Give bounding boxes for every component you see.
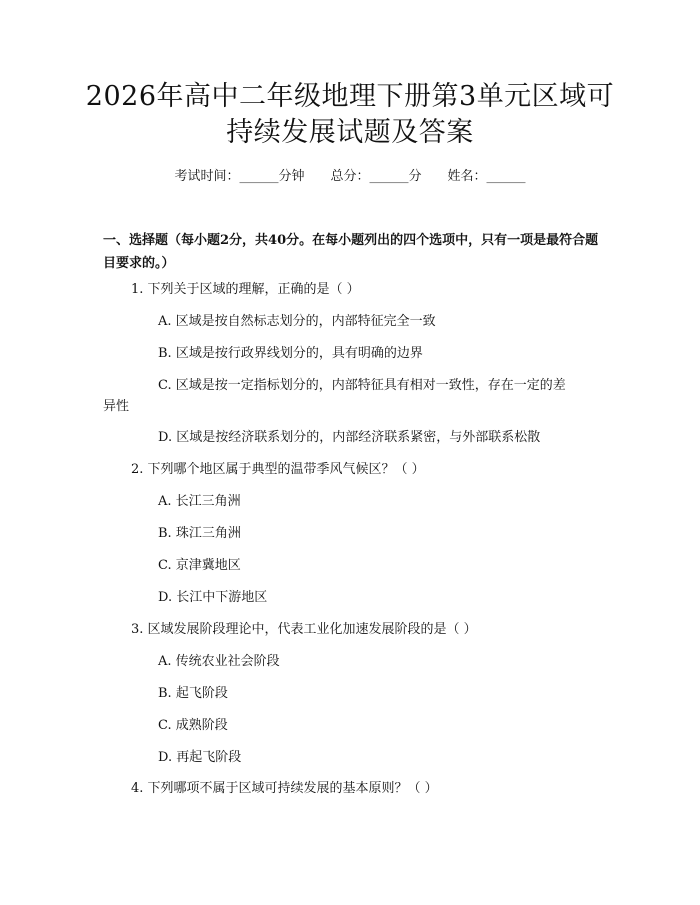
question-3-option-a: A. 传统农业社会阶段: [158, 654, 280, 669]
section-heading: 一、选择题（每小题2分，共40分。在每小题列出的四个选项中，只有一项是最符合题目要求的。）: [103, 233, 599, 271]
exam-name: 姓名：______: [447, 169, 526, 184]
question-3-stem: 3. 区域发展阶段理论中，代表工业化加速发展阶段的是（ ）: [131, 622, 477, 637]
question-1-option-d: D. 区域是按经济联系划分的，内部经济联系紧密，与外部联系松散: [158, 430, 541, 445]
question-1-stem: 1. 下列关于区域的理解，正确的是（ ）: [131, 282, 360, 297]
question-3-option-b: B. 起飞阶段: [158, 686, 228, 701]
exam-time: 考试时间：______分钟: [174, 169, 305, 184]
question-1-option-c: C. 区域是按一定指标划分的，内部特征具有相对一致性，存在一定的差: [158, 378, 566, 393]
question-2-option-c: C. 京津冀地区: [158, 558, 241, 573]
exam-score: 总分：______分: [330, 169, 422, 184]
question-3-option-c: C. 成熟阶段: [158, 718, 228, 733]
question-1-option-c-wrap: 异性: [103, 399, 130, 414]
question-2-option-a: A. 长江三角洲: [158, 494, 241, 509]
page-title-line-1: 2026年高中二年级地理下册第3单元区域可: [85, 81, 615, 112]
question-1-option-b: B. 区域是按行政界线划分的，具有明确的边界: [158, 346, 423, 361]
question-1-option-a: A. 区域是按自然标志划分的，内部特征完全一致: [158, 314, 436, 329]
exam-meta: [0, 168, 700, 186]
question-2-stem: 2. 下列哪个地区属于典型的温带季风气候区？（ ）: [131, 462, 425, 477]
question-3-option-d: D. 再起飞阶段: [158, 750, 242, 765]
page-title-line-2: 持续发展试题及答案: [226, 117, 474, 148]
question-2-option-d: D. 长江中下游地区: [158, 590, 268, 605]
question-4-stem: 4. 下列哪项不属于区域可持续发展的基本原则？（ ）: [131, 781, 438, 796]
question-2-option-b: B. 珠江三角洲: [158, 526, 241, 541]
